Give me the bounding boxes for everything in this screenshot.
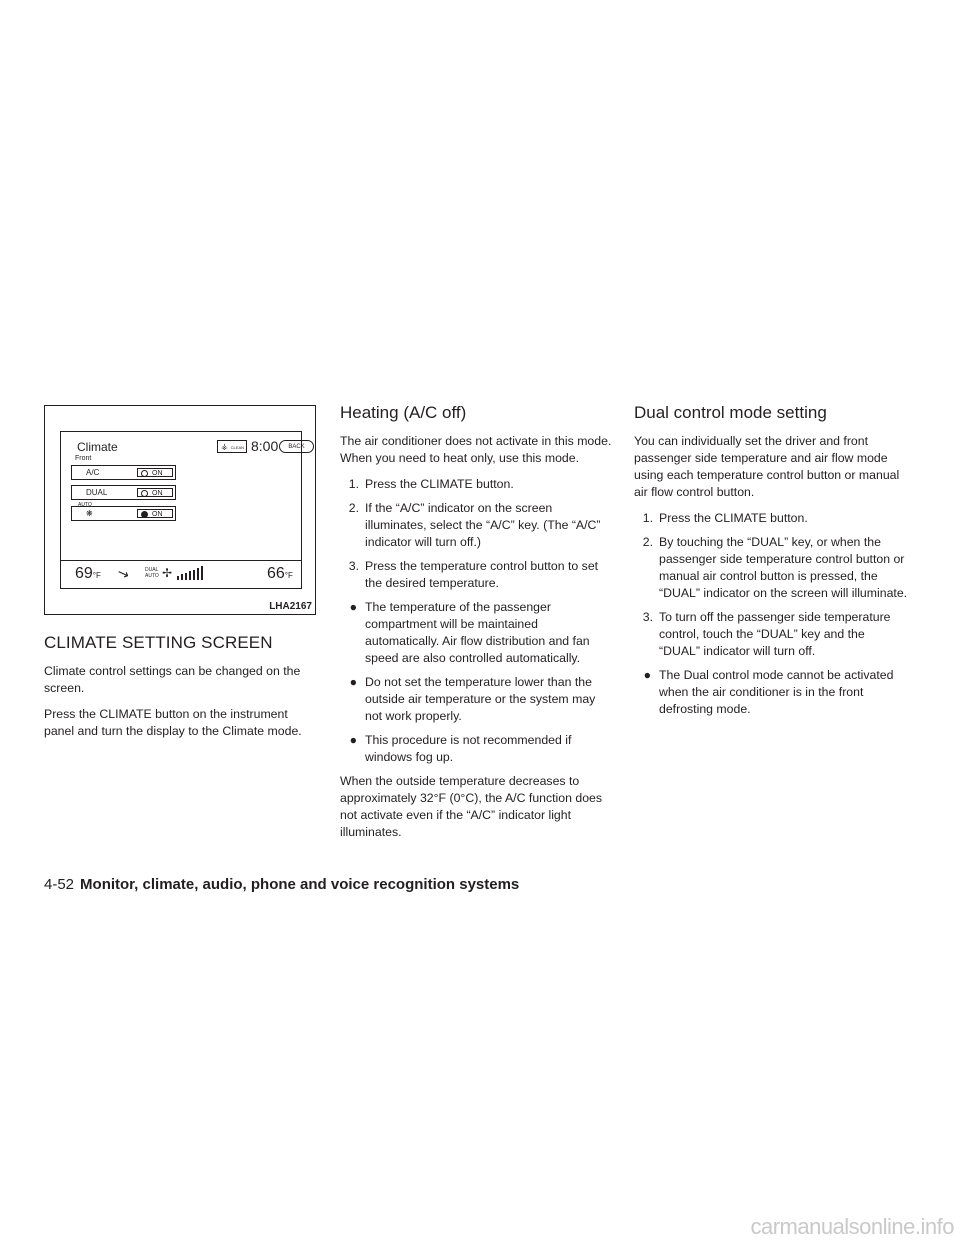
bullet-icon: ● (349, 675, 357, 689)
auto-on-indicator (137, 509, 173, 518)
step-number: 2. (348, 501, 359, 515)
dual-state: ON (152, 490, 163, 497)
paragraph: The air conditioner does not activate in this mode. When you need to heat only, use this mode. (340, 434, 612, 465)
ac-state: ON (152, 470, 163, 477)
airflow-mode-icon: ↘ (114, 563, 132, 583)
section-title: Monitor, climate, audio, phone and voice recognition systems (80, 876, 520, 893)
step-number: 1. (642, 511, 653, 525)
step-text: To turn off the passenger side temperature control, touch the “DUAL” key and the “DUAL” indicator will turn off. (659, 610, 891, 658)
auto-fan-row (71, 502, 176, 521)
fan-bar (201, 566, 203, 580)
air-filter-icon: ⚶ (221, 442, 228, 451)
indicator-off-icon (141, 470, 148, 477)
page-footer (44, 876, 519, 893)
step-text: Press the temperature control button to set the desired temperature. (365, 559, 599, 590)
bullet-text: The temperature of the passenger compartment will be maintained automatically. Air flow distribution and fan speed are also controlled automatically. (365, 600, 590, 665)
list-item (634, 534, 909, 602)
bullet-text: The Dual control mode cannot be activated when the air conditioner is in the front defrosting mode. (659, 668, 894, 716)
step-number: 3. (348, 559, 359, 573)
driver-temp-value: 69 (75, 565, 93, 582)
bullet-item (340, 599, 612, 667)
list-item (634, 609, 909, 660)
climate-screen-figure (44, 405, 316, 615)
fan-bar (197, 568, 199, 580)
ac-on-indicator (137, 468, 173, 477)
screen-divider (61, 560, 301, 561)
clock-time: 8:00 (251, 438, 279, 454)
dual-label: DUAL (86, 488, 108, 497)
fan-icon: ✢ (162, 566, 173, 580)
step-text: Press the CLIMATE button. (659, 511, 808, 525)
step-text: By touching the “DUAL” key, or when the passenger side temperature control button or manual air control button is pressed, the “DUAL” indicator on the screen will illuminate. (659, 535, 908, 600)
step-text: Press the CLIMATE button. (365, 477, 514, 491)
dual-auto-status (145, 567, 159, 579)
dual-on-indicator (137, 488, 173, 497)
indicator-on-icon (141, 511, 148, 518)
fan-auto-icon: ❋ (86, 509, 93, 518)
climate-display (60, 431, 305, 589)
list-item (634, 510, 909, 527)
bullet-item (340, 732, 612, 766)
dual-row (71, 485, 176, 500)
paragraph: Press the CLIMATE button on the instrument panel and turn the display to the Climate mode. (44, 707, 302, 738)
passenger-temp-value: 66 (267, 565, 285, 582)
page-number: 4-52 (44, 876, 75, 893)
passenger-temperature (267, 565, 293, 583)
ac-label: A/C (86, 468, 100, 477)
indicator-off-icon (141, 490, 148, 497)
paragraph: You can individually set the driver and front passenger side temperature and air flow mode using each temperature control button or manual air flow control button. (634, 434, 900, 499)
auto-status-label: AUTO (145, 573, 159, 579)
figure-id: LHA2167 (269, 601, 312, 612)
fan-bar (181, 574, 183, 580)
fan-bar (193, 570, 195, 580)
clean-button (217, 440, 247, 453)
auto-label: AUTO (78, 502, 92, 508)
step-text: If the “A/C” indicator on the screen illuminates, select the “A/C” key. (The “A/C” indicator will turn off.) (365, 501, 601, 549)
step-number: 3. (642, 610, 653, 624)
auto-state: ON (152, 511, 163, 518)
paragraph: When the outside temperature decreases to approximately 32°F (0°C), the A/C function does not activate even if the “A/C” indicator light illuminates. (340, 774, 603, 839)
fan-bar (177, 576, 179, 580)
bullet-item (340, 674, 612, 725)
dual-status-label: DUAL (145, 567, 159, 573)
fan-bar (189, 571, 191, 580)
middle-column (340, 403, 612, 850)
fan-speed-bars (177, 566, 203, 580)
right-column (634, 403, 909, 725)
driver-temperature (75, 565, 101, 583)
bullet-icon: ● (349, 733, 357, 747)
list-item (340, 476, 612, 493)
front-label: Front (75, 455, 92, 462)
fan-bar (185, 573, 187, 580)
step-number: 1. (348, 477, 359, 491)
bullet-icon: ● (349, 600, 357, 614)
bullet-icon: ● (643, 668, 651, 682)
paragraph: Climate control settings can be changed on the screen. (44, 664, 301, 695)
watermark: carmanualsonline.info (750, 1214, 954, 1239)
screen-title: Climate (77, 440, 118, 454)
list-item (340, 500, 612, 551)
list-item (340, 558, 612, 592)
back-button: BACK (279, 440, 314, 453)
bullet-text: This procedure is not recommended if windows fog up. (365, 733, 572, 764)
clean-label: CLEAN (230, 445, 244, 450)
passenger-temp-unit: °F (284, 571, 293, 580)
section-heading-climate-setting-screen: CLIMATE SETTING SCREEN (44, 633, 273, 652)
driver-temp-unit: °F (92, 571, 101, 580)
bullet-text: Do not set the temperature lower than the outside air temperature or the system may not work properly. (365, 675, 596, 723)
section-heading-dual-control: Dual control mode setting (634, 403, 827, 422)
ac-row (71, 465, 176, 480)
step-number: 2. (642, 535, 653, 549)
left-column (44, 405, 316, 749)
section-heading-heating: Heating (A/C off) (340, 403, 467, 422)
bullet-item (634, 667, 909, 718)
